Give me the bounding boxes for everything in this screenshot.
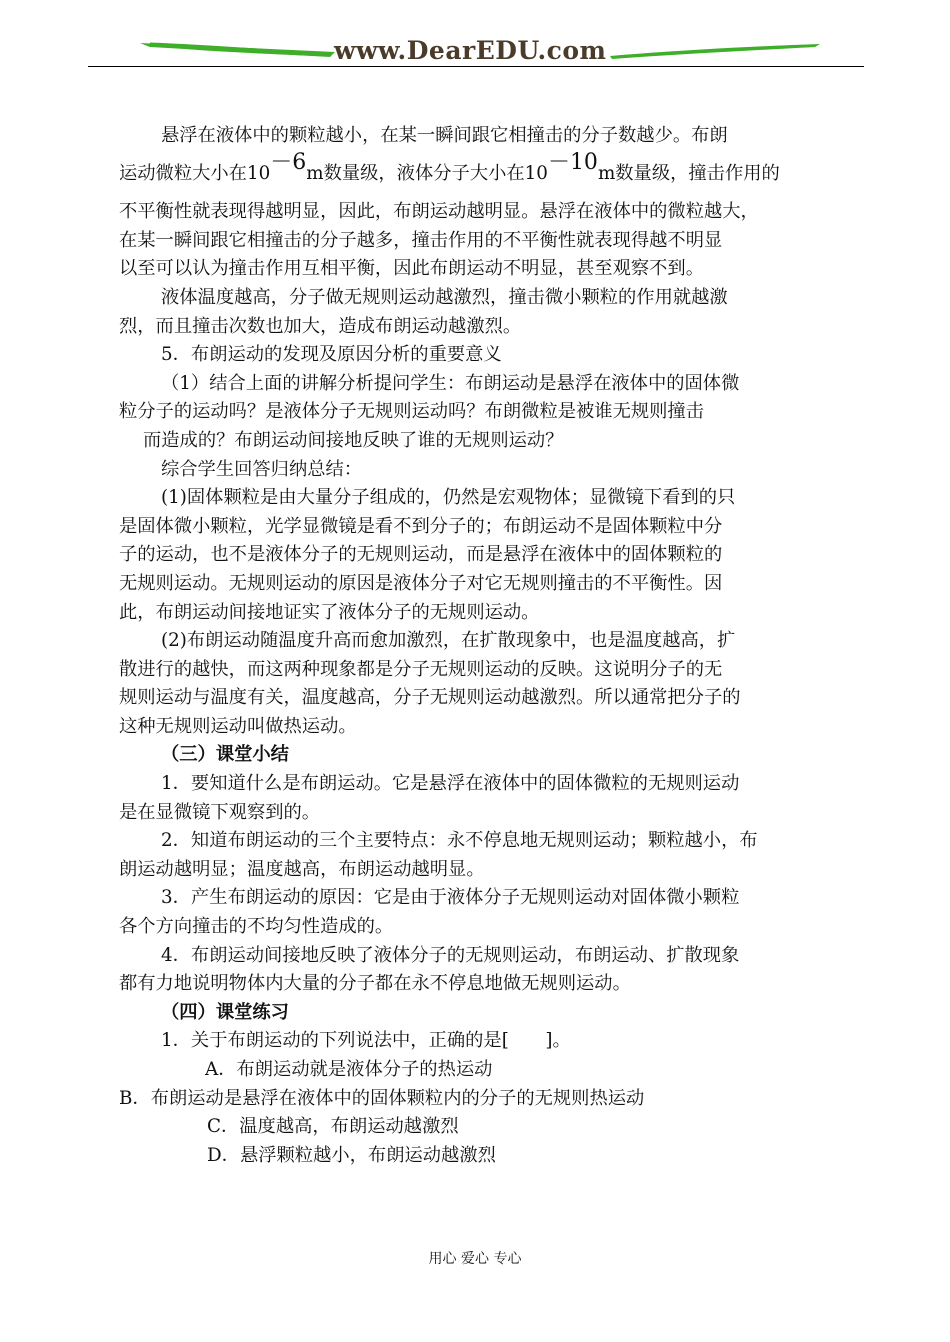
paragraph-line: 综合学生回答归纳总结： (161, 458, 363, 480)
section-heading-practice: （四）课堂练习 (161, 1001, 289, 1023)
paragraph-line: 朗运动越明显；温度越高，布朗运动越明显。 (119, 858, 485, 880)
option-a: A．布朗运动就是液体分子的热运动 (205, 1059, 493, 1080)
paragraph-line: 以至可以认为撞击作用互相平衡，因此布朗运动不明显，甚至观察不到。 (119, 258, 704, 280)
exponent: －6 (270, 149, 307, 175)
header-divider (88, 66, 864, 67)
paragraph-line: 3．产生布朗运动的原因：它是由于液体分子无规则运动对固体微小颗粒 (161, 887, 740, 909)
question: 1．关于布朗运动的下列说法中，正确的是[ ]。 (161, 1030, 571, 1052)
page-header (0, 0, 950, 80)
paragraph-line: 1．要知道什么是布朗运动。它是悬浮在液体中的固体微粒的无规则运动 (161, 773, 740, 795)
paragraph-line: 不平衡性就表现得越明显，因此，布朗运动越明显。悬浮在液体中的微粒越大， (119, 201, 759, 223)
paragraph-line: 这种无规则运动叫做热运动。 (119, 715, 357, 737)
paragraph-line: 4．布朗运动间接地反映了液体分子的无规则运动，布朗运动、扩散现象 (161, 944, 740, 966)
paragraph-line: 子的运动，也不是液体分子的无规则运动，而是悬浮在液体中的固体颗粒的 (119, 544, 723, 566)
paragraph-line: 是固体微小颗粒，光学显微镜是看不到分子的；布朗运动不是固体颗粒中分 (119, 515, 723, 537)
paragraph-line: 散进行的越快，而这两种现象都是分子无规则运动的反映。这说明分子的无 (119, 658, 723, 680)
text-segment: m数量级，液体分子大小在10 (306, 162, 548, 184)
paragraph-line: 2．知道布朗运动的三个主要特点：永不停息地无规则运动；颗粒越小，布 (161, 830, 758, 852)
paragraph-line: 此，布朗运动间接地证实了液体分子的无规则运动。 (119, 601, 540, 623)
paragraph-line: （1）结合上面的讲解分析提问学生：布朗运动是悬浮在液体中的固体微 (161, 372, 740, 394)
paragraph-line: 而造成的？布朗运动间接地反映了谁的无规则运动？ (143, 429, 564, 451)
paragraph-line: 悬浮在液体中的颗粒越小，在某一瞬间跟它相撞击的分子数越少。布朗 (161, 125, 728, 146)
paragraph-line: 是在显微镜下观察到的。 (119, 801, 321, 823)
exponent: －10 (547, 149, 598, 175)
paragraph-line: 各个方向撞击的不均匀性造成的。 (119, 916, 394, 938)
paragraph-line: (2)布朗运动随温度升高而愈加激烈，在扩散现象中，也是温度越高，扩 (161, 630, 736, 652)
text-segment: 运动微粒大小在10 (119, 162, 271, 184)
paragraph-line: 液体温度越高，分子做无规则运动越激烈，撞击微小颗粒的作用就越激 (161, 286, 728, 308)
section-heading: 5．布朗运动的发现及原因分析的重要意义 (161, 344, 502, 366)
document-body (119, 122, 839, 1170)
paragraph-line: 烈，而且撞击次数也加大，造成布朗运动越激烈。 (119, 315, 522, 337)
paragraph-line: 在某一瞬间跟它相撞击的分子越多，撞击作用的不平衡性就表现得越不明显 (119, 229, 723, 251)
paragraph-line: 都有力地说明物体内大量的分子都在永不停息地做无规则运动。 (119, 973, 631, 995)
option-c: C．温度越高，布朗运动越激烈 (207, 1116, 459, 1138)
option-b: B．布朗运动是悬浮在液体中的固体颗粒内的分子的无规则热运动 (119, 1087, 645, 1109)
paragraph-line: 粒分子的运动吗？是液体分子无规则运动吗？布朗微粒是被谁无规则撞击 (119, 401, 704, 423)
text-segment: m数量级，撞击作用的 (597, 162, 780, 184)
page-footer: 用心 爱心 专心 (428, 1251, 522, 1267)
option-d: D．悬浮颗粒越小，布朗运动越激烈 (207, 1144, 496, 1166)
right-swoosh-icon (610, 44, 820, 59)
paragraph-line: 无规则运动。无规则运动的原因是液体分子对它无规则撞击的不平衡性。因 (119, 572, 723, 594)
paragraph-line: 规则运动与温度有关，温度越高，分子无规则运动越激烈。所以通常把分子的 (119, 687, 741, 709)
paragraph-line: (1)固体颗粒是由大量分子组成的，仍然是宏观物体；显微镜下看到的只 (161, 487, 736, 509)
left-swoosh-fill-icon (140, 43, 335, 57)
site-logo-text: www.DearEDU.com (334, 36, 607, 65)
section-heading-summary: （三）课堂小结 (161, 744, 289, 766)
paragraph-line-with-exponents (119, 149, 839, 189)
